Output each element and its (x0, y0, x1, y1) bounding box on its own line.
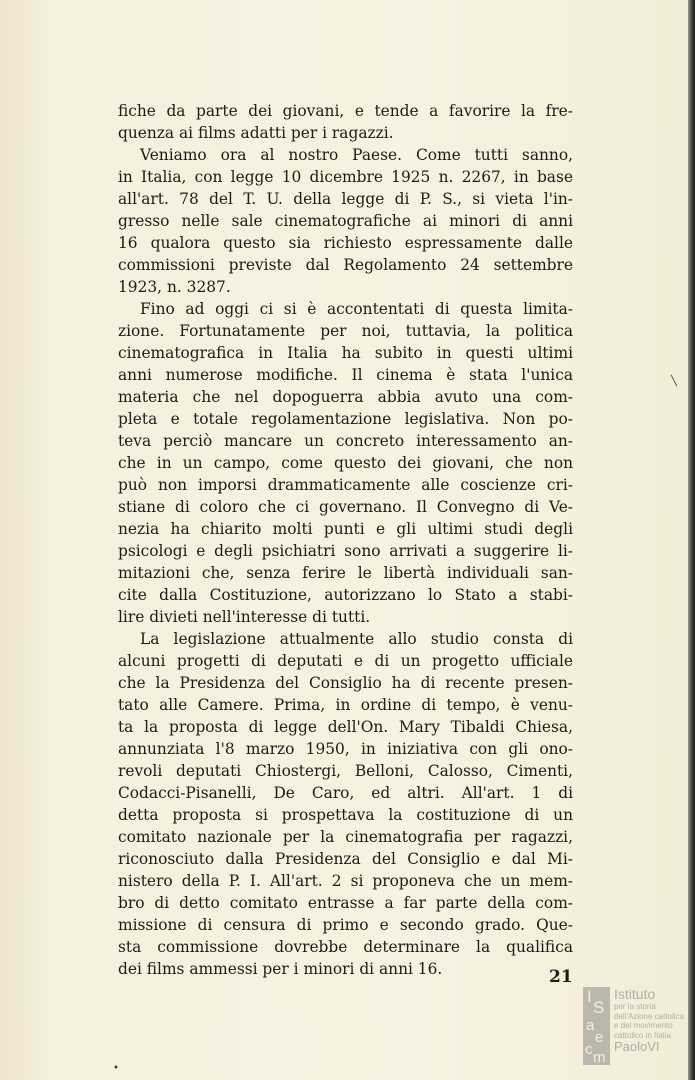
text-line: sta commissione dovrebbe determinare la qualifica (118, 938, 573, 956)
paragraph (118, 628, 573, 980)
body-text (118, 100, 573, 980)
stamp-letter: a (586, 1017, 595, 1034)
text-line: revoli deputati Chiostergi, Belloni, Calosso, Cimenti, (118, 762, 573, 780)
stamp-monogram (583, 987, 610, 1065)
text-line: pleta e totale regolamentazione legislativa. Non po- (118, 410, 573, 428)
text-line: comitato nazionale per la cinematografia per ragazzi, (118, 828, 573, 846)
page-number: 21 (549, 967, 573, 987)
stamp-letter: e (595, 1029, 604, 1046)
stamp-title: Istituto (614, 986, 656, 1002)
text-line: fiche da parte dei giovani, e tende a favorire la fre- (118, 102, 573, 120)
text-line: lire divieti nell'interesse di tutti. (118, 608, 371, 626)
text-line: zione. Fortunatamente per noi, tuttavia, la politica (118, 322, 573, 340)
text-line: nistero della P. I. All'art. 2 si proponeva che un mem- (118, 872, 573, 890)
stray-mark: ╲ (671, 376, 678, 387)
text-line: detta proposta si prospettava la costituzione di un (118, 806, 573, 824)
text-line: 1923, n. 3287. (118, 278, 231, 296)
paragraph (118, 298, 573, 628)
text-line: psicologi e degli psichiatri sono arrivati a suggerire li- (118, 542, 573, 560)
text-line: alcuni progetti di deputati e di un progetto ufficiale (118, 652, 573, 670)
text-line: all'art. 78 del T. U. della legge di P. S., si vieta l'in- (118, 190, 573, 208)
stamp-wordmark (614, 987, 689, 1054)
institute-stamp-logo (583, 987, 689, 1065)
text-line: stiane di coloro che ci governano. Il Convegno di Ve- (118, 498, 573, 516)
text-line: cinematografica in Italia ha subito in questi ultimi (118, 344, 573, 362)
text-line: teva perciò mancare un concreto interessamento an- (118, 432, 573, 450)
text-line: nezia ha chiarito molti punti e gli ultimi studi degli (118, 520, 573, 538)
text-line: materia che nel dopoguerra abbia avuto una com- (118, 388, 573, 406)
text-line: che in un campo, come questo dei giovani, che non (118, 454, 573, 472)
text-line: mitazioni che, senza ferire le libertà individuali san- (118, 564, 573, 582)
text-line: annunziata l'8 marzo 1950, in iniziativa con gli ono- (118, 740, 573, 758)
paragraph (118, 144, 573, 298)
text-line: dei films ammessi per i minori di anni 16. (118, 960, 443, 978)
stamp-letter: I (587, 987, 592, 1006)
stamp-letter: S (593, 998, 605, 1017)
stamp-letter: c (585, 1041, 593, 1058)
text-line: anni numerose modifiche. Il cinema è stata l'unica (118, 366, 573, 384)
paragraph (118, 100, 573, 144)
text-line: tato alle Camere. Prima, in ordine di tempo, è venu- (118, 696, 573, 714)
text-line: missione di censura di primo e secondo grado. Que- (118, 916, 573, 934)
text-line: La legislazione attualmente allo studio consta di (140, 630, 573, 648)
text-line: commissioni previste dal Regolamento 24 settembre (118, 256, 573, 274)
text-line: bro di detto comitato entrasse a far parte della com- (118, 894, 573, 912)
text-line: che la Presidenza del Consiglio ha di recente presen- (118, 674, 573, 692)
stamp-line: per la storia (614, 1002, 656, 1011)
text-line: cite dalla Costituzione, autorizzano lo Stato a stabi- (118, 586, 573, 604)
page-edge-shadow (688, 0, 695, 1080)
text-line: gresso nelle sale cinematografiche ai minori di anni (118, 212, 573, 230)
stamp-line: dell'Azione cattolica (614, 1011, 685, 1021)
text-line: ta la proposta di legge dell'On. Mary Tibaldi Chiesa, (118, 718, 573, 736)
text-line: Fino ad oggi ci si è accontentati di questa limita- (140, 300, 573, 318)
text-line: Veniamo ora al nostro Paese. Come tutti sanno, (140, 146, 573, 164)
stamp-letter: m (593, 1049, 606, 1066)
text-line: riconosciuto dalla Presidenza del Consiglio e dal Mi- (118, 850, 573, 868)
text-line: Codacci-Pisanelli, De Caro, ed altri. All'art. 1 di (118, 784, 573, 802)
text-line: 16 qualora questo sia richiesto espressamente dalle (118, 234, 573, 252)
text-line: in Italia, con legge 10 dicembre 1925 n. 2267, in base (118, 168, 573, 186)
stamp-line: e del movimento (614, 1021, 673, 1030)
stamp-line: cattolico in Italia (614, 1030, 671, 1040)
text-line: può non imporsi drammaticamente alle coscienze cri- (118, 476, 573, 494)
stamp-name: PaoloVI (614, 1039, 660, 1054)
text-line: quenza ai films adatti per i ragazzi. (118, 124, 394, 142)
stray-mark: • (113, 1063, 119, 1074)
